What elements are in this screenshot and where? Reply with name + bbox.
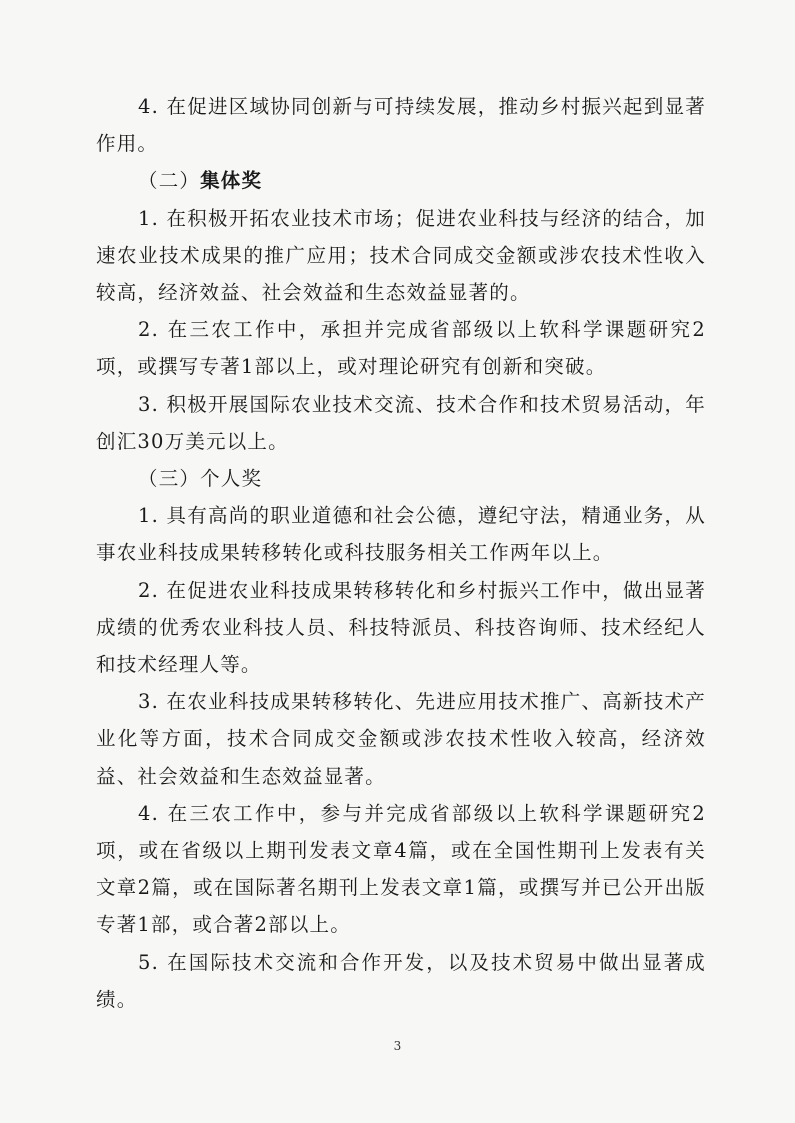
criteria-item: 2. 在促进农业科技成果转移转化和乡村振兴工作中，做出显著成绩的优秀农业科技人员、科技特派员、科技咨询师、技术经纪人和技术经理人等。 bbox=[96, 578, 706, 677]
section-number: （二） bbox=[138, 169, 201, 193]
criteria-item: 4. 在促进区域协同创新与可持续发展，推动乡村振兴起到显著作用。 bbox=[96, 95, 706, 156]
criteria-item: 2. 在三农工作中，承担并完成省部级以上软科学课题研究2项，或撰写专著1部以上，或对理论研究有创新和突破。 bbox=[96, 318, 706, 379]
section-heading-collective-award bbox=[96, 162, 706, 199]
section-heading-individual-award bbox=[96, 460, 706, 497]
criteria-item: 3. 在农业科技成果转移转化、先进应用技术推广、高新技术产业化等方面，技术合同成交金额或涉农技术性收入较高，经济效益、社会效益和生态效益显著。 bbox=[96, 690, 706, 788]
section-title: 集体奖 bbox=[200, 169, 263, 193]
section-title: 个人奖 bbox=[200, 467, 263, 491]
document-body bbox=[96, 88, 706, 1018]
criteria-item: 1. 具有高尚的职业道德和社会公德，遵纪守法，精通业务，从事农业科技成果转移转化或科技服务相关工作两年以上。 bbox=[96, 504, 706, 565]
criteria-item: 1. 在积极开拓农业技术市场；促进农业科技与经济的结合，加速农业技术成果的推广应用；技术合同成交金额或涉农技术性收入较高，经济效益、社会效益和生态效益显著的。 bbox=[96, 206, 706, 305]
criteria-item: 4. 在三农工作中，参与并完成省部级以上软科学课题研究2项，或在省级以上期刊发表文章4篇，或在全国性期刊上发表有关文章2篇，或在国际著名期刊上发表文章1篇，或撰写并已公开出版专著1部，或合著2部以上。 bbox=[96, 801, 706, 937]
criteria-item: 3. 积极开展国际农业技术交流、技术合作和技术贸易活动，年创汇30万美元以上。 bbox=[96, 392, 706, 453]
page-number: 3 bbox=[393, 1039, 402, 1053]
criteria-item: 5. 在国际技术交流和合作开发，以及技术贸易中做出显著成绩。 bbox=[96, 950, 706, 1011]
section-number: （三） bbox=[138, 467, 201, 491]
